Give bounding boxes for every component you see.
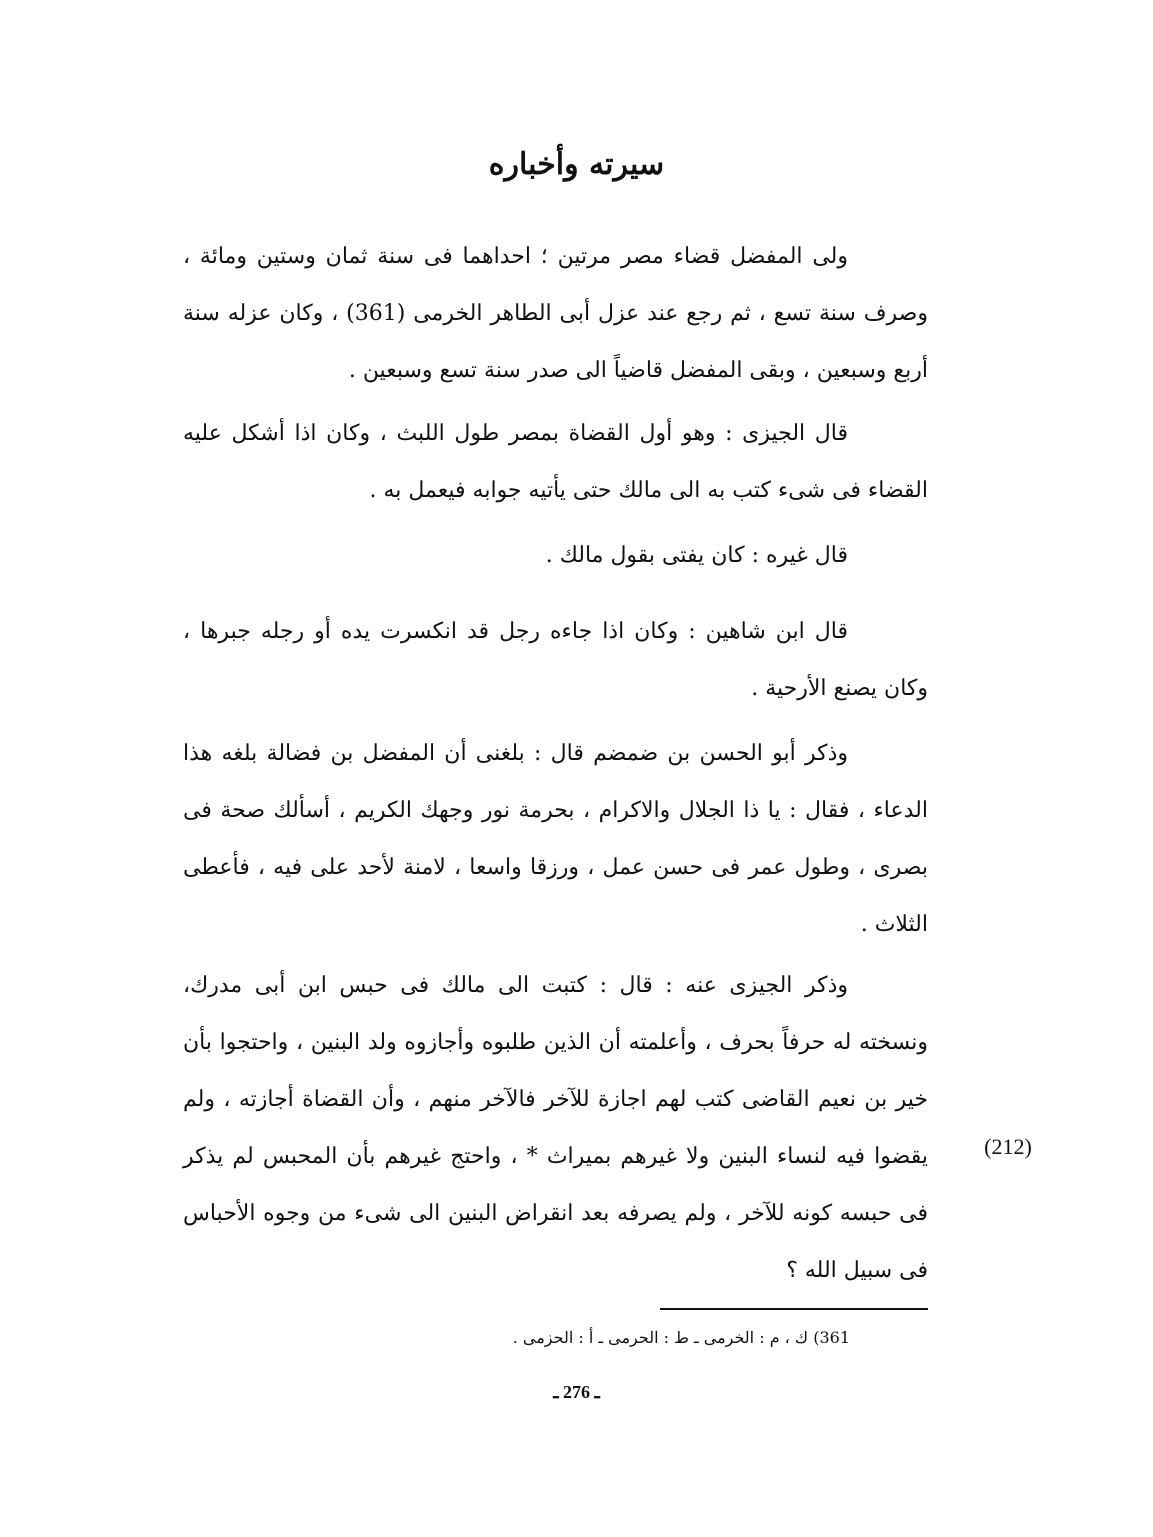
paragraph-text: وذكر الجيزى عنه : قال : كتبت الى مالك فى حبس ابن أبى مدرك، ونسخته له حرفاً بحرف ، وأعلمته أن الذين طلبوه وأجازوه ولد البنين ، واحتجوا بأن خير بن نعيم القاضى كتب لهم اجازة للآخر فالآخر منهم ، وأن القضاة أجازته ، ولم يقضوا فيه لنساء البنين ولا غيرهم بميراث * ، واحتج غيرهم بأن المحبس لم يذكر فى حبسه كونه للآخر ، ولم يصرفه بعد انقراض البنين الى شىء من وجوه الأحباس فى سبيل الله ؟ [183, 973, 928, 1283]
chapter-title: سيرته وأخباره [488, 147, 665, 182]
paragraph-6 [183, 957, 928, 1299]
page-number: ـ 276 ـ [553, 1382, 600, 1402]
paragraph-4 [183, 603, 928, 717]
paragraph-2 [183, 405, 928, 519]
paragraph-text: قال ابن شاهين : وكان اذا جاءه رجل قد انكسرت يده أو رجله جبرها ، وكان يصنع الأرحية . [183, 619, 928, 701]
footnote-divider [660, 1308, 928, 1310]
paragraph-5 [183, 725, 928, 953]
paragraph-1 [183, 228, 928, 399]
paragraph-3 [183, 527, 928, 584]
paragraph-text: قال الجيزى : وهو أول القضاة بمصر طول اللبث ، وكان اذا أشكل عليه القضاء فى شىء كتب به الى مالك حتى يأتيه جوابه فيعمل به . [183, 421, 928, 503]
paragraph-text: وذكر أبو الحسن بن ضمضم قال : بلغنى أن المفضل بن فضالة بلغه هذا الدعاء ، فقال : يا ذا الجلال والاكرام ، بحرمة نور وجهك الكريم ، أسألك صحة فى بصرى ، وطول عمر فى حسن عمل ، ورزقا واسعا ، لامنة لأحد على فيه ، فأعطى الثلاث . [183, 741, 928, 937]
margin-reference-number: (212) [984, 1134, 1032, 1159]
paragraph-text: قال غيره : كان يفتى بقول مالك . [545, 543, 848, 568]
footnote: 361) ك ، م : الخرمى ـ ط : الحرمى ـ أ : الحزمى . [512, 1328, 850, 1347]
paragraph-text: ولى المفضل قضاء مصر مرتين ؛ احداهما فى سنة ثمان وستين ومائة ، وصرف سنة تسع ، ثم رجع عند عزل أبى الطاهر الخرمى (361) ، وكان عزله سنة أربع وسبعين ، وبقى المفضل قاضياً الى صدر سنة تسع وسبعين . [183, 244, 928, 383]
